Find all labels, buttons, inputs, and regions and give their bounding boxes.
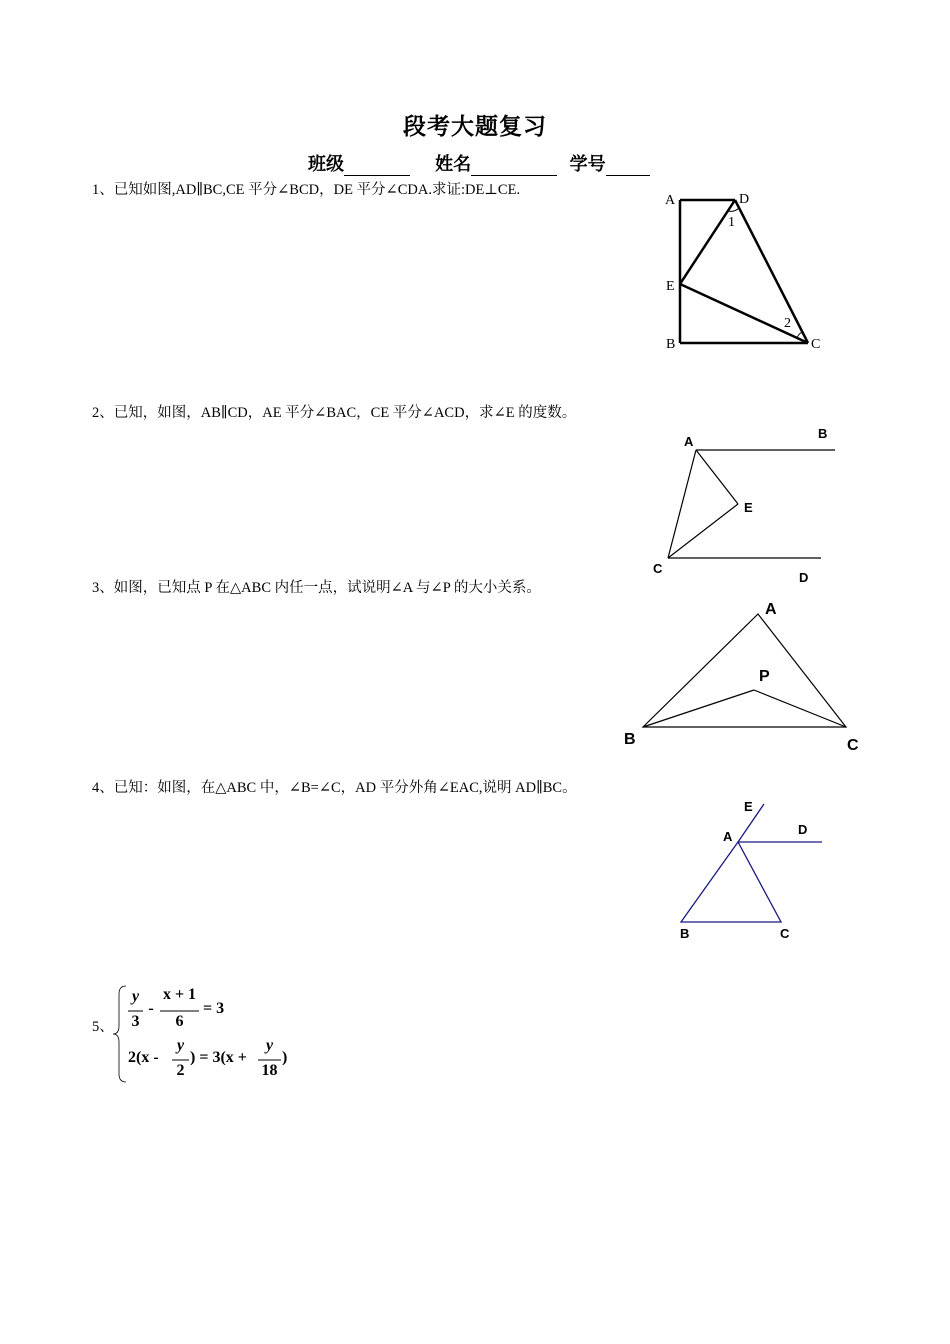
- fig4-label-b: B: [680, 926, 690, 941]
- eq2-close: ): [282, 1049, 288, 1066]
- figure-3: [643, 614, 846, 727]
- question-text: 已知，如图，AB∥CD，AE 平分∠BAC，CE 平分∠ACD，求∠E 的度数。: [113, 405, 577, 421]
- fig1-label-a: A: [665, 193, 676, 208]
- segment-ed: [680, 200, 735, 284]
- id-label: 学号: [569, 154, 606, 175]
- fig4-label-d: D: [798, 822, 808, 837]
- class-label: 班级: [308, 154, 344, 175]
- question-text: 已知：如图，在△ABC 中，∠B=∠C，AD 平分外角∠EAC,说明 AD∥BC。: [113, 780, 577, 796]
- question-text: 如图，已知点 P 在△ABC 内任一点，试说明∠A 与∠P 的大小关系。: [113, 580, 541, 596]
- eq1-minus: -: [148, 1000, 154, 1017]
- segment-dc: [735, 200, 808, 343]
- eq1-num-x-plus-1: x + 1: [162, 986, 197, 1003]
- eq1-den-3: 3: [131, 1013, 140, 1030]
- question-number: 4、: [92, 780, 114, 796]
- fig1-label-e: E: [666, 279, 675, 294]
- eq2-num-y: y: [176, 1037, 185, 1054]
- eq2-num-y2: y: [265, 1037, 274, 1054]
- eq2-den-2: 2: [176, 1062, 185, 1079]
- fig1-label-d: D: [739, 192, 750, 207]
- fig1-label-c: C: [811, 337, 821, 352]
- fig1-label-2: 2: [784, 316, 791, 331]
- eq1-rhs: = 3: [203, 1000, 225, 1017]
- fig2-label-d: D: [799, 570, 809, 585]
- fig4-label-a: A: [723, 829, 733, 844]
- fig2-label-e: E: [744, 500, 753, 515]
- question-text: 已知如图,AD∥BC,CE 平分∠BCD，DE 平分∠CDA.求证:DE⊥CE.: [113, 182, 521, 198]
- question-5-number: 5、: [92, 1019, 114, 1035]
- angle-2-arc: [797, 332, 802, 338]
- question-number: 3、: [92, 580, 114, 596]
- eq2-lead: 2(x -: [128, 1049, 159, 1066]
- eq2-den-18: 18: [261, 1062, 278, 1079]
- fig2-label-b: B: [818, 426, 828, 441]
- system-brace: [113, 986, 126, 1082]
- fig2-label-a: A: [684, 434, 694, 449]
- fig3-label-b: B: [624, 731, 636, 748]
- segment-ec: [668, 504, 738, 558]
- eq1-num-y: y: [131, 988, 140, 1005]
- fig4-label-e: E: [744, 799, 753, 814]
- segment-ec: [680, 284, 808, 343]
- question-number: 1、: [92, 182, 114, 198]
- eq1-den-6: 6: [175, 1013, 184, 1030]
- fig1-label-1: 1: [728, 215, 735, 230]
- fig4-label-c: C: [780, 926, 790, 941]
- fig3-label-p: P: [759, 668, 770, 685]
- fig1-label-b: B: [666, 337, 676, 352]
- fig2-label-c: C: [653, 561, 663, 576]
- triangle-abc: [681, 842, 781, 922]
- fig3-label-c: C: [847, 737, 859, 754]
- name-label: 姓名: [435, 154, 472, 175]
- segment-ae: [696, 450, 738, 504]
- question-number: 2、: [92, 405, 114, 421]
- page-title: 段考大题复习: [403, 114, 547, 140]
- eq2-mid: ) = 3(x +: [190, 1049, 247, 1066]
- segment-bp: [643, 690, 754, 727]
- segment-ac: [668, 450, 696, 558]
- fig3-label-a: A: [765, 601, 777, 618]
- triangle-abc: [643, 614, 846, 727]
